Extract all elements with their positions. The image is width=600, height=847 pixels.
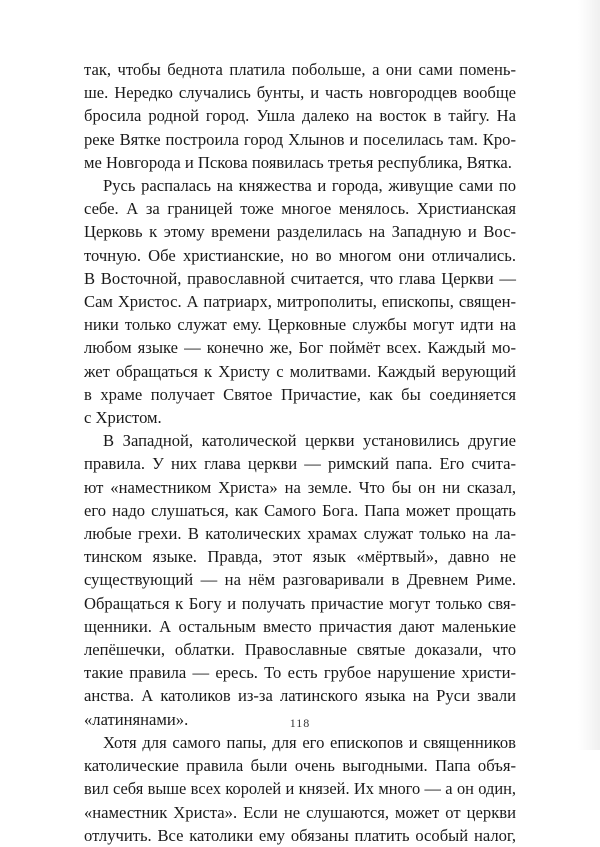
text-line: существующий — на нём разговаривали в Древнем Риме. [84,570,516,590]
text-line: Хотя для самого папы, для его епископов и священников [103,732,516,752]
text-line: его надо слушаться, как Самого Бога. Папа может прощать [84,500,516,520]
text-line: точную. Обе христианские, но во многом они отличались. [84,245,516,265]
text-line: тинском языке. Правда, этот язык «мёртвый», давно не [84,547,516,567]
text-line: Сам Христос. А патриарх, митрополиты, епископы, священ- [84,292,516,312]
text-line: реке Вятке построила город Хлынов и поселилась там. Кро- [84,129,516,149]
text-line: щенники. А остальным вместо причастия дают маленькие [84,616,516,636]
page-number: 118 [289,716,311,730]
text-line: ют «наместником Христа» на земле. Что бы он ни сказал, [84,477,516,497]
text-line: так, чтобы беднота платила побольше, а они сами помень- [84,60,516,79]
text-line: Обращаться к Богу и получать причастие могут только свя- [84,593,516,613]
page-edge-shadow [578,0,600,750]
text-line: любом языке — конечно же, Бог поймёт всех. Каждый мо- [84,338,516,358]
text-line: католические правила были очень выгодными. Папа объя- [84,756,516,776]
text-line: такие правила — ересь. То есть грубое нарушение христи- [84,663,516,683]
text-line: ше. Нередко случались бунты, и часть новгородцев вообще [84,83,516,103]
text-line: правила. У них глава церкви — римский папа. Его счита- [84,454,516,474]
text-line: ме Новгорода и Пскова появилась третья республика, Вятка. [84,152,512,172]
text-line: жет обращаться к Христу с молитвами. Каждый верующий [84,361,516,381]
text-line: В Западной, католической церкви установились другие [103,431,516,451]
text-line: «наместник Христа». Если не слушаются, может от церкви [84,802,516,822]
text-line: Церковь к этому времени разделилась на Западную и Вос- [84,222,516,242]
text-line: бросила родной город. Ушла далеко на восток в тайгу. На [84,106,516,126]
text-line: любые грехи. В католических храмах служат только на ла- [84,524,516,544]
text-line: себе. А за границей тоже многое менялось. Христианская [84,199,516,219]
text-line: ники только служат ему. Церковные службы могут идти на [84,315,516,335]
text-line: «латинянами». [84,709,189,729]
text-line: с Христом. [84,408,162,428]
text-line: вил себя выше всех королей и князей. Их много — а он один, [84,779,516,799]
text-line: В Восточной, православной считается, что глава Церкви — [84,268,516,288]
text-line: лепёшечки, облатки. Православные святые доказали, что [84,640,516,660]
text-line: в храме получает Святое Причастие, как бы соединяется [84,384,516,404]
text-line: отлучить. Все католики ему обязаны платить особый налог, [84,825,516,845]
text-line: Русь распалась на княжества и города, живущие сами по [103,176,516,196]
text-line: анства. А католиков из-за латинского языка на Руси звали [84,686,516,706]
